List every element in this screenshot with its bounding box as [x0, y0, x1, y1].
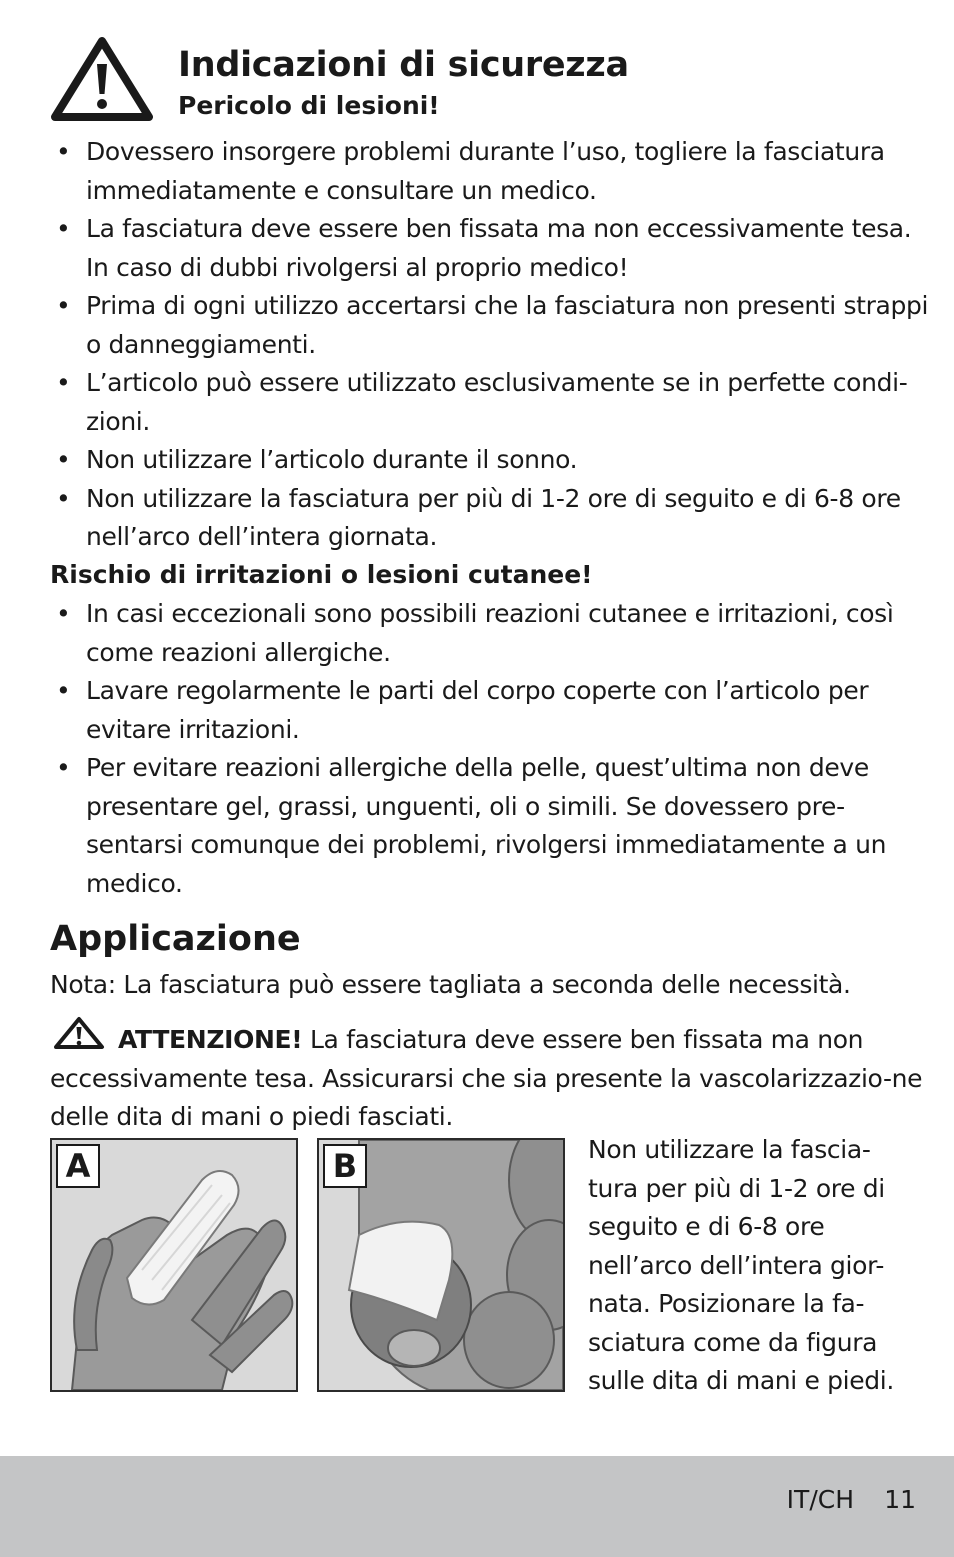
- footer-locale: IT/CH: [786, 1485, 854, 1514]
- warning-triangle-icon: [50, 36, 154, 122]
- skin-risk-heading: Rischio di irritazioni o lesioni cutanee!: [50, 560, 593, 589]
- application-note: Nota: La fasciatura può essere tagliata a seconda delle necessità.: [50, 970, 851, 999]
- list-item: • La fasciatura deve essere ben fissata ma non eccessivamente tesa. In caso di dubbi rivolgersi al proprio medico!: [50, 210, 930, 287]
- page-footer: [0, 1456, 954, 1557]
- list-item: • Per evitare reazioni allergiche della pelle, quest’ultima non deve presentare gel, grassi, unguenti, oli o simili. Se dovessero pre-sentarsi comunque dei problemi, rivolgersi immediatamente a un medico.: [50, 749, 930, 903]
- list-item: • Prima di ogni utilizzo accertarsi che la fasciatura non presenti strappi o danneggiamenti.: [50, 287, 930, 364]
- attention-label: ATTENZIONE!: [118, 1025, 303, 1054]
- list-item: • Dovessero insorgere problemi durante l’uso, togliere la fasciatura immediatamente e consultare un medico.: [50, 133, 930, 210]
- safety-list: [50, 133, 930, 557]
- list-item: • L’articolo può essere utilizzato esclusivamente se in perfette condi-zioni.: [50, 364, 930, 441]
- list-item: • Non utilizzare la fasciatura per più di 1-2 ore di seguito e di 6-8 ore nell’arco dell’intera giornata.: [50, 480, 930, 557]
- list-item: • Non utilizzare l’articolo durante il sonno.: [50, 441, 930, 480]
- figure-a: [50, 1138, 298, 1392]
- safety-title: Indicazioni di sicurezza: [178, 45, 629, 85]
- application-side-text: Non utilizzare la fascia-tura per più di 1-2 ore di seguito e di 6-8 ore nell’arco dell’intera gior-nata. Posizionare la fa-sciatura come da figura sulle dita di mani e piedi.: [588, 1135, 894, 1395]
- skin-risk-list: [50, 595, 930, 903]
- figure-b-label: B: [323, 1144, 367, 1188]
- application-heading: Applicazione: [50, 919, 301, 959]
- list-item: • In casi eccezionali sono possibili reazioni cutanee e irritazioni, così come reazioni allergiche.: [50, 595, 930, 672]
- attention-text: La fasciatura deve essere ben fissata ma non eccessivamente tesa. Assicurarsi che sia presente la vascolarizzazio-ne delle dita di mani o piedi fasciati.: [50, 1025, 923, 1131]
- page-number: 11: [884, 1485, 916, 1514]
- attention-paragraph: [50, 1016, 925, 1137]
- warning-triangle-small-icon: [50, 1016, 108, 1050]
- figure-a-label: A: [56, 1144, 100, 1188]
- figure-b: [317, 1138, 565, 1392]
- safety-subtitle: Pericolo di lesioni!: [178, 91, 440, 120]
- list-item: • Lavare regolarmente le parti del corpo coperte con l’articolo per evitare irritazioni.: [50, 672, 930, 749]
